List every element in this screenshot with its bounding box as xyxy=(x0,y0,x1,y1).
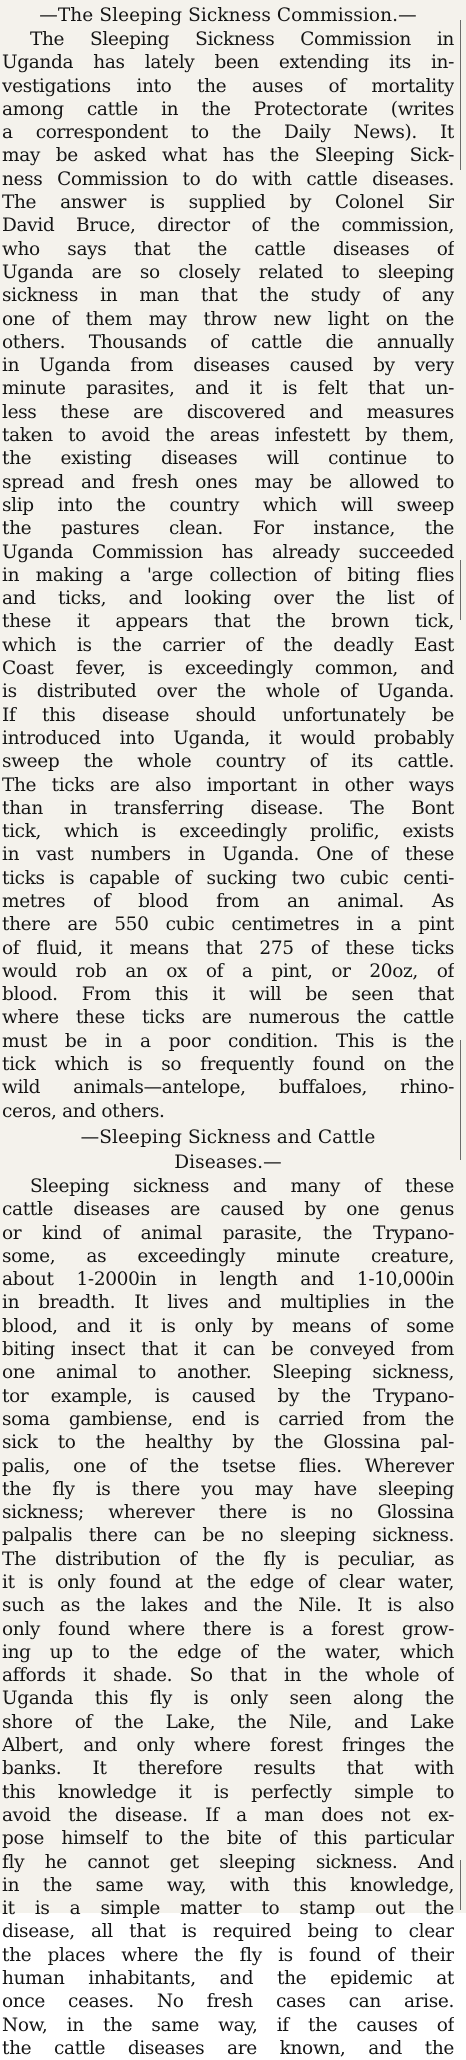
text-line: fly he cannot get sleeping sickness. And xyxy=(2,1851,454,1873)
text-line: Coast fever, is exceedingly common, and xyxy=(2,658,454,680)
text-line: sick to the healthy by the Glossina pal- xyxy=(2,1432,454,1454)
text-line: shore of the Lake, the Nile, and Lake xyxy=(2,1711,454,1733)
text-line: one animal to another. Sleeping sickness, xyxy=(2,1362,454,1384)
column-rule xyxy=(460,20,461,170)
text-line: the fly is there you may have sleeping xyxy=(2,1478,454,1500)
column-rule xyxy=(460,560,461,620)
text-line: pose himself to the bite of this particular xyxy=(2,1828,454,1850)
text-line: Now, in the same way, if the causes of xyxy=(2,2014,454,2036)
text-line: The distribution of the fly is peculiar, as xyxy=(2,1548,454,1570)
text-line: would rob an ox of a pint, or 20oz, of xyxy=(2,960,454,982)
text-line: palpalis there can be no sleeping sickness. xyxy=(2,1525,454,1547)
text-line: about 1-2000in in length and 1-10,000in xyxy=(2,1269,454,1291)
text-line: biting insect that it can be conveyed from xyxy=(2,1339,454,1361)
text-line: the cattle diseases are known, and the xyxy=(2,2037,454,2059)
text-line: one of them may throw new light on the xyxy=(2,308,454,330)
text-line: sickness in man that the study of any xyxy=(2,285,454,307)
text-line: taken to avoid the areas infestett by them, xyxy=(2,425,454,447)
text-line: in vast numbers in Uganda. One of these xyxy=(2,844,454,866)
text-line: it is only found at the edge of clear water, xyxy=(2,1572,454,1593)
text-line: introduced into Uganda, it would probably xyxy=(2,727,454,749)
section-heading-cattle-diseases-line-2: Diseases.— xyxy=(174,1151,282,1173)
text-line: and ticks, and looking over the list of xyxy=(2,588,454,610)
text-line: minute parasites, and it is felt that un- xyxy=(2,378,454,400)
text-line: soma gambiense, end is carried from the xyxy=(2,1408,454,1430)
text-line: only found where there is a forest grow- xyxy=(2,1618,454,1640)
text-line: palis, one of the tsetse flies. Wherever xyxy=(2,1455,454,1477)
section-2-body xyxy=(2,1175,454,2060)
text-line: human inhabitants, and the epidemic at xyxy=(2,1968,454,1990)
text-line: blood. From this it will be seen that xyxy=(2,984,454,1006)
text-line: of fluid, it means that 275 of these ticks xyxy=(2,937,454,959)
text-line: David Bruce, director of the commission, xyxy=(2,215,454,237)
text-line: in making a 'arge collection of biting flies xyxy=(2,564,454,586)
article-column xyxy=(2,0,454,2060)
text-line: ticks is capable of sucking two cubic centi- xyxy=(2,867,454,889)
text-line: sweep the whole country of its cattle. xyxy=(2,751,454,773)
text-line: tick, which is exceedingly prolific, exists xyxy=(2,821,454,843)
text-line: where these ticks are numerous the cattle xyxy=(2,1007,454,1029)
text-line: disease, all that is required being to clear xyxy=(2,1921,454,1943)
text-line: metres of blood from an animal. As xyxy=(2,890,454,912)
text-line: vestigations into the auses of mortality xyxy=(2,75,454,97)
text-line: sickness; wherever there is no Glossina xyxy=(2,1502,454,1524)
text-line: banks. It therefore results that with xyxy=(2,1758,454,1780)
text-line: among cattle in the Protectorate (writes xyxy=(2,98,454,120)
text-line: there are 550 cubic centimetres in a pint xyxy=(2,914,454,936)
section-1-body xyxy=(2,28,454,1123)
text-line: the pastures clean. For instance, the xyxy=(2,518,454,540)
text-line: the existing diseases will continue to xyxy=(2,448,454,470)
text-line: spread and fresh ones may be allowed to xyxy=(2,471,454,493)
section-heading-commission: —The Sleeping Sickness Commission.— xyxy=(39,5,417,26)
text-line: less these are discovered and measures xyxy=(2,401,454,423)
text-line: The answer is supplied by Colonel Sir xyxy=(2,192,454,214)
text-line: the places where the fly is found of their xyxy=(2,1944,454,1966)
text-line: is distributed over the whole of Uganda. xyxy=(2,681,454,703)
text-line: may be asked what has the Sleeping Sick- xyxy=(2,145,454,167)
text-line: who says that the cattle diseases of xyxy=(2,238,454,260)
text-line: ceros, and others. xyxy=(2,1100,165,1122)
text-line: or kind of animal parasite, the Trypano- xyxy=(2,1222,454,1244)
text-line: Albert, and only where forest fringes the xyxy=(2,1735,454,1757)
text-line: in the same way, with this knowledge, xyxy=(2,1874,454,1896)
text-line: it is a simple matter to stamp out the xyxy=(2,1898,454,1920)
text-line: affords it shade. So that in the whole of xyxy=(2,1665,454,1687)
text-line: ness Commission to do with cattle diseases. xyxy=(2,168,454,190)
text-line: must be in a poor condition. This is the xyxy=(2,1030,454,1052)
text-line: tick which is so frequently found on the xyxy=(2,1054,454,1076)
text-line: wild animals—antelope, buffaloes, rhino- xyxy=(2,1077,454,1099)
text-line: such as the lakes and the Nile. It is also xyxy=(2,1595,454,1617)
text-line: these it appears that the brown tick, xyxy=(2,611,454,633)
column-rule xyxy=(460,1860,461,1910)
text-line: a correspondent to the Daily News). It xyxy=(2,122,454,144)
text-line: tor example, is caused by the Trypano- xyxy=(2,1385,454,1407)
column-rule xyxy=(460,1040,461,1160)
text-line: The Sleeping Sickness Commission in xyxy=(30,29,454,50)
text-line: in Uganda from diseases caused by very xyxy=(2,355,454,377)
text-line: in breadth. It lives and multiplies in the xyxy=(2,1292,454,1314)
section-heading-cattle-diseases-line-1: —Sleeping Sickness and Cattle xyxy=(80,1126,376,1148)
text-line: Uganda Commission has already succeeded xyxy=(2,541,454,563)
text-line: Uganda are so closely related to sleeping xyxy=(2,261,454,283)
text-line: once ceases. No fresh cases can arise. xyxy=(2,1991,454,2013)
text-line: blood, and it is only by means of some xyxy=(2,1315,454,1337)
text-line: ing up to the edge of the water, which xyxy=(2,1641,454,1663)
text-line: Sleeping sickness and many of these xyxy=(30,1175,454,1197)
text-line: If this disease should unfortunately be xyxy=(2,704,454,726)
text-line: than in transferring disease. The Bont xyxy=(2,797,454,819)
text-line: which is the carrier of the deadly East xyxy=(2,634,454,656)
text-line: avoid the disease. If a man does not ex- xyxy=(2,1804,454,1826)
text-line: slip into the country which will sweep xyxy=(2,494,454,516)
text-line: Uganda this fly is only seen along the xyxy=(2,1688,454,1710)
text-line: others. Thousands of cattle die annually xyxy=(2,331,454,353)
text-line: some, as exceedingly minute creature, xyxy=(2,1245,454,1267)
text-line: this knowledge it is perfectly simple to xyxy=(2,1781,454,1803)
text-line: The ticks are also important in other ways xyxy=(2,774,454,796)
text-line: cattle diseases are caused by one genus xyxy=(2,1199,454,1221)
text-line: Uganda has lately been extending its in- xyxy=(2,52,454,74)
